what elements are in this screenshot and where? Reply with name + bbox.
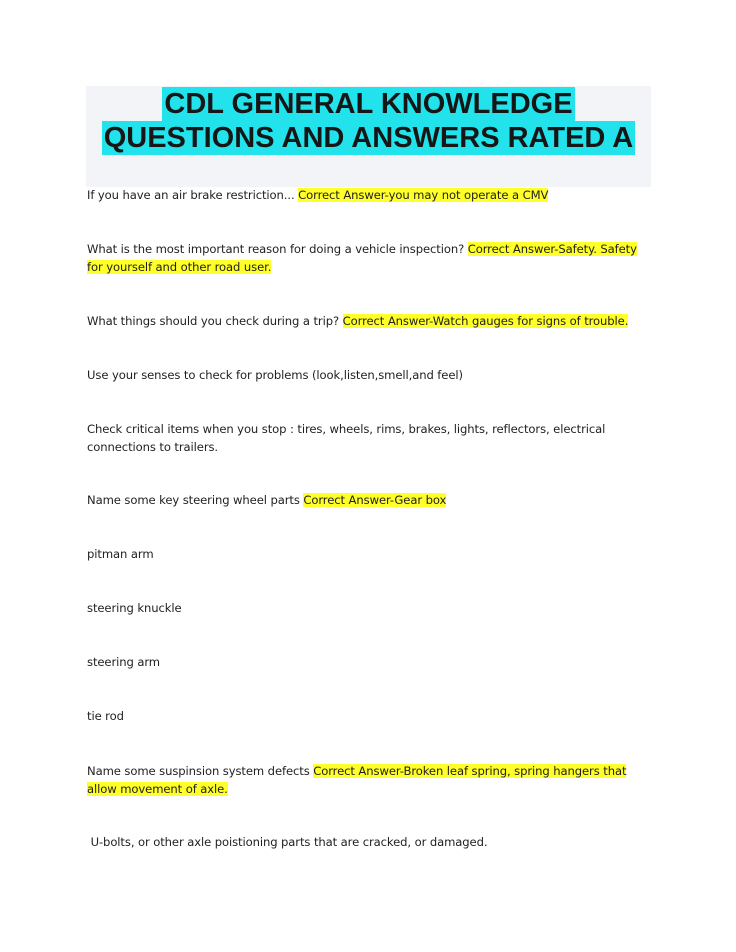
qa-item-3	[87, 312, 647, 330]
qa-item-1	[87, 186, 647, 204]
question-text: What things should you check during a trip?	[87, 314, 343, 328]
answer-highlight: Correct Answer-Gear box	[303, 493, 447, 507]
question-text: U-bolts, or other axle poistioning parts that are cracked, or damaged.	[87, 835, 488, 849]
answer-highlight: Correct Answer-you may not operate a CMV	[298, 188, 549, 202]
title-line-2: QUESTIONS AND ANSWERS RATED A	[103, 122, 634, 154]
qa-item-7	[87, 545, 647, 563]
question-text: tie rod	[87, 709, 124, 723]
question-text: Name some suspinsion system defects	[87, 764, 314, 778]
title-line-1: CDL GENERAL KNOWLEDGE	[164, 88, 573, 120]
question-text: Name some key steering wheel parts	[87, 493, 304, 507]
qa-item-4	[87, 366, 647, 384]
question-text: Check critical items when you stop : tires, wheels, rims, brakes, lights, reflectors, electrical connections to trailers.	[87, 422, 606, 454]
question-text: If you have an air brake restriction...	[87, 188, 299, 202]
qa-item-6	[87, 491, 647, 509]
question-text: pitman arm	[87, 547, 154, 561]
qa-item-9	[87, 653, 647, 671]
question-text: steering arm	[87, 655, 160, 669]
answer-highlight: Correct Answer-Broken leaf spring, spring hangers that allow movement of axle.	[87, 764, 627, 796]
qa-item-2	[87, 240, 647, 276]
question-text: Use your senses to check for problems (look,listen,smell,and feel)	[87, 368, 463, 382]
qa-item-11	[87, 762, 647, 798]
question-text: steering knuckle	[87, 601, 182, 615]
qa-item-8	[87, 599, 647, 617]
qa-item-5	[87, 420, 647, 456]
qa-item-12	[87, 833, 647, 851]
answer-highlight: Correct Answer-Watch gauges for signs of trouble.	[342, 314, 629, 328]
question-text: What is the most important reason for doing a vehicle inspection?	[87, 242, 468, 256]
answer-highlight: Correct Answer-Safety. Safety for yourself and other road user.	[87, 242, 637, 274]
title-block	[86, 86, 651, 187]
qa-item-10	[87, 707, 647, 725]
